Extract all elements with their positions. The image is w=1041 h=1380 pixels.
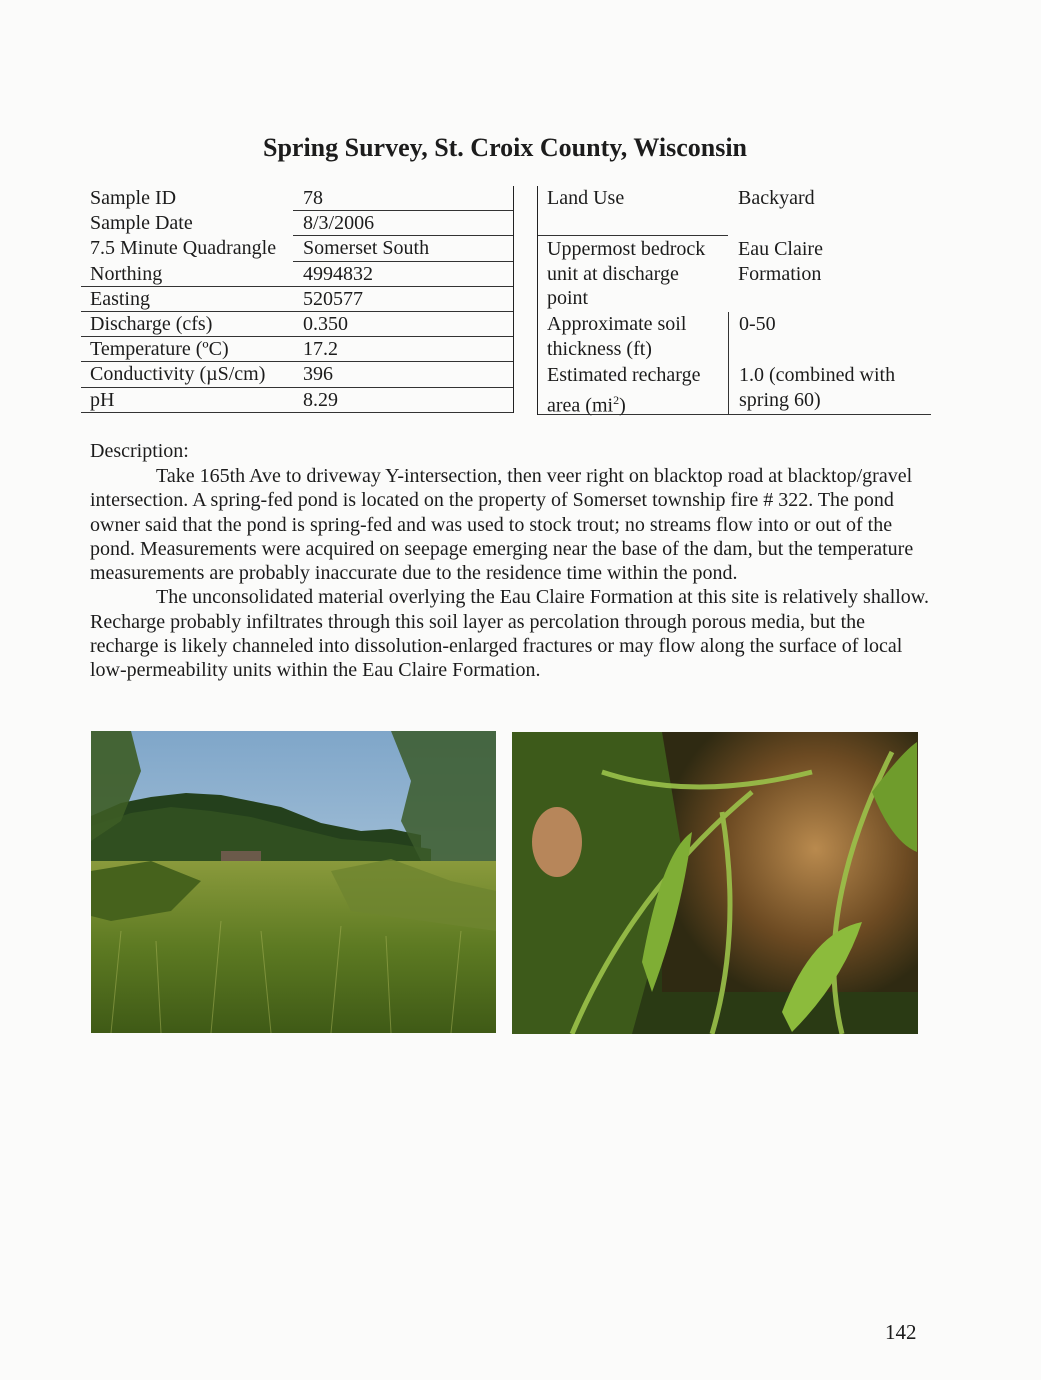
page-title: Spring Survey, St. Croix County, Wisconsin xyxy=(262,133,748,162)
row-value: 4994832 xyxy=(293,262,513,287)
label-line: Approximate soil xyxy=(547,313,687,335)
row-label: Sample Date xyxy=(90,212,193,235)
label-text: ) xyxy=(619,394,626,417)
row-label xyxy=(538,312,728,363)
table-row xyxy=(81,262,513,287)
value-line: Eau Claire xyxy=(738,238,823,260)
table-row xyxy=(538,312,931,363)
table-row xyxy=(538,236,931,312)
row-label: 7.5 Minute Quadrangle xyxy=(90,237,277,260)
table-row xyxy=(81,337,513,362)
row-label: Temperature (ºC) xyxy=(81,337,293,362)
value-line: Formation xyxy=(738,262,822,285)
row-value: 78 xyxy=(293,186,513,211)
row-value: 8.29 xyxy=(293,388,513,413)
table-row xyxy=(538,186,931,236)
row-label: Conductivity (µS/cm) xyxy=(81,362,293,387)
label-line: unit at discharge xyxy=(547,262,679,285)
row-value xyxy=(728,237,931,312)
meadow-photo xyxy=(91,731,496,1033)
table-row xyxy=(81,312,513,337)
label-line: Uppermost bedrock xyxy=(547,238,706,260)
row-label xyxy=(538,237,728,312)
description-body xyxy=(90,464,930,683)
label-line: thickness (ft) xyxy=(547,337,652,360)
description-paragraph: The unconsolidated material overlying the Eau Claire Formation at this site is relatively shallow. Recharge probably infiltrates through this soil layer as percolation through porous media, but the recharge is likely channeled into dissolution-enlarged fractures or may flow along the surface of local low-permeability units within the Eau Claire Formation. xyxy=(90,586,929,682)
row-label: Sample ID xyxy=(90,187,177,209)
row-value: 8/3/2006 xyxy=(293,211,513,236)
page-number: 142 xyxy=(885,1320,917,1344)
seepage-photo xyxy=(512,732,918,1034)
description-paragraph: Take 165th Ave to driveway Y-intersection, then veer right on blacktop road at blacktop/gravel intersection. A spring-fed pond is located on the property of Somerset township fire # 322. The pond owner said that the pond is spring-fed and was used to stock trout; no streams flow into or out of the pond. Measurements were acquired on seepage emerging near the base of the dam, but the temperature measurements are probably inaccurate due to the residence time within the pond. xyxy=(90,465,914,585)
row-value: 0.350 xyxy=(293,312,513,337)
row-label xyxy=(538,363,728,417)
row-value: 17.2 xyxy=(293,337,513,362)
row-label: Easting xyxy=(81,287,293,312)
row-label: Northing xyxy=(81,262,293,287)
row-label: pH xyxy=(81,388,293,413)
label-line: point xyxy=(547,287,589,309)
row-value: Backyard xyxy=(738,187,815,209)
table-row xyxy=(81,287,513,312)
label-line xyxy=(547,388,728,418)
table-row xyxy=(81,236,513,261)
row-label: Land Use xyxy=(538,186,728,236)
row-label: Discharge (cfs) xyxy=(81,312,293,337)
value-line: 1.0 (combined with xyxy=(739,364,896,386)
label-text: area (mi xyxy=(547,394,614,417)
description-label: Description: xyxy=(90,440,189,462)
superscript: 2 xyxy=(613,392,620,407)
table-row xyxy=(81,211,513,236)
site-info-table xyxy=(537,186,931,415)
label-line: Estimated recharge xyxy=(547,364,701,386)
row-value: 396 xyxy=(293,362,513,387)
row-value: 520577 xyxy=(293,287,513,312)
row-value: 0-50 xyxy=(728,312,931,363)
row-value: Somerset South xyxy=(293,236,513,261)
table-row xyxy=(81,362,513,387)
row-value xyxy=(728,363,931,414)
table-row xyxy=(81,186,513,211)
table-row xyxy=(81,388,513,413)
sample-data-table xyxy=(81,186,514,413)
value-line: spring 60) xyxy=(739,388,821,411)
table-row xyxy=(538,363,931,415)
